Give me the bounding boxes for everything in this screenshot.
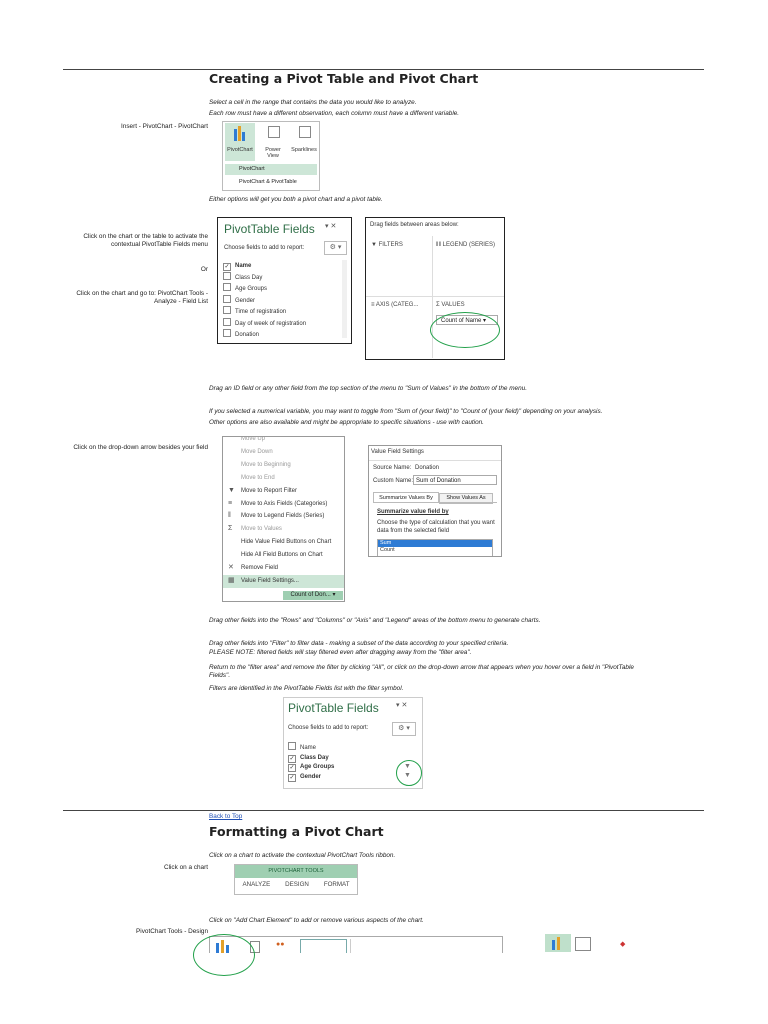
menu-move-down[interactable]: Move Down xyxy=(241,448,273,455)
field-name[interactable]: ✓ Name xyxy=(224,263,252,270)
instruction-text: Each row must have a different observation, each column must have a different variable. xyxy=(209,110,460,117)
instruction-text: Filters are identified in the PivotTable Fields list with the filter symbol. xyxy=(209,685,404,692)
side-note: Click on a chart xyxy=(163,864,208,871)
tab-format[interactable]: FORMAT xyxy=(323,881,350,888)
scrollbar[interactable] xyxy=(342,260,347,338)
instruction-text: Click on "Add Chart Element" to add or remove various aspects of the chart. xyxy=(209,917,424,924)
design-ribbon-screenshot: ●● xyxy=(209,936,503,953)
section-divider xyxy=(63,69,704,70)
instruction-text: Select a cell in the range that contains the data you would like to analyze. xyxy=(209,99,417,106)
highlight-circle xyxy=(430,312,500,348)
section-title: Creating a Pivot Table and Pivot Chart xyxy=(209,71,479,86)
option-count[interactable]: Count xyxy=(380,547,395,553)
values-area[interactable]: Σ VALUES xyxy=(436,302,465,308)
instruction-text: Fields". xyxy=(209,672,231,679)
sparklines-button[interactable] xyxy=(289,125,319,159)
pivottable-fields-panel xyxy=(217,217,352,344)
instruction-text: Drag other fields into the "Rows" and "Columns" or "Axis" and "Legend" areas of the bottom menu to generate charts. xyxy=(209,617,541,624)
legend-icon: ‖‖ xyxy=(436,242,443,248)
field-gender[interactable]: Gender xyxy=(223,295,306,307)
instruction-text: Drag an ID field or any other field from the top section of the menu to "Sum of Values" in the bottom of the menu. xyxy=(209,385,527,392)
choose-text-2: data from the selected field xyxy=(377,528,450,534)
menu-move-up[interactable]: Move Up xyxy=(241,436,266,442)
field-donation[interactable]: Donation xyxy=(223,329,306,341)
columns-icon: ‖ xyxy=(228,512,231,520)
filters-area[interactable]: ▼ FILTERS xyxy=(371,242,403,248)
side-note: Click on the drop-down arrow besides your field xyxy=(73,444,208,451)
side-note: PivotChart Tools - Design xyxy=(136,928,208,935)
close-icon[interactable]: ▾ ✕ xyxy=(396,702,408,709)
source-name-value: Donation xyxy=(415,465,440,471)
legend-area[interactable]: ‖‖ LEGEND (SERIES) xyxy=(436,242,495,248)
field-class-day[interactable]: Class Day xyxy=(223,272,306,284)
menu-value-field-settings[interactable]: ▦ Value Field Settings... xyxy=(223,575,344,588)
power-view-button[interactable] xyxy=(259,125,287,159)
power-view-label-1: Power xyxy=(265,147,281,153)
axis-icon: ≡ xyxy=(371,302,376,308)
panel-title: PivotTable Fields xyxy=(288,701,379,715)
tab-design[interactable]: DESIGN xyxy=(285,881,309,888)
field-age-groups[interactable]: Age Groups xyxy=(223,283,306,295)
remove-icon: ✕ xyxy=(228,564,234,572)
source-name-label: Source Name: xyxy=(373,465,412,471)
filter-icon: ▼ xyxy=(404,763,411,770)
option-sum[interactable]: Sum xyxy=(378,540,492,547)
rows-icon: ≡ xyxy=(228,499,233,507)
field-class-day[interactable]: ✓ Class Day xyxy=(289,754,329,762)
gear-icon[interactable]: ⚙ ▾ xyxy=(392,722,416,736)
tab-analyze[interactable]: ANALYZE xyxy=(242,881,271,888)
value-field-settings-dialog xyxy=(368,445,502,557)
section-title: Formatting a Pivot Chart xyxy=(209,824,384,839)
filter-icon: ▼ xyxy=(371,242,379,248)
insert-ribbon-screenshot xyxy=(222,121,320,191)
menu-move-end[interactable]: Move to End xyxy=(241,474,275,481)
instruction-text: PLEASE NOTE: filtered fields will stay filtered even after dragging away from the "filter area". xyxy=(209,649,472,656)
summarize-heading: Summarize value field by xyxy=(377,509,449,515)
filter-icon: ▼ xyxy=(404,772,411,779)
field-age-groups[interactable]: ✓ Age Groups xyxy=(289,764,335,771)
filter-icon: ▼ xyxy=(228,486,235,494)
menu-remove-field[interactable]: ✕ Remove Field xyxy=(223,562,344,575)
tab-show-values-as[interactable]: Show Values As xyxy=(439,493,493,504)
areas-header: Drag fields between areas below: xyxy=(370,222,459,228)
section-divider xyxy=(63,810,704,811)
gear-icon[interactable]: ⚙ ▾ xyxy=(324,241,347,255)
menu-move-legend[interactable]: ‖ Move to Legend Fields (Series) xyxy=(223,510,344,523)
field-gender[interactable]: ✓ Gender xyxy=(289,773,322,781)
custom-name-label: Custom Name: xyxy=(373,478,414,484)
field-context-menu xyxy=(222,436,345,602)
dialog-title: Value Field Settings xyxy=(371,449,424,455)
side-note: Click on the chart and go to: PivotChart Tools - Analyze - Field List xyxy=(76,290,208,305)
panel-subtitle: Choose fields to add to report: xyxy=(224,245,305,251)
menu-move-beginning[interactable]: Move to Beginning xyxy=(241,461,291,468)
menu-pivotchart-pivottable[interactable]: PivotChart & PivotTable xyxy=(239,179,297,185)
menu-pivotchart[interactable]: PivotChart xyxy=(225,164,317,175)
power-view-label-2: View xyxy=(267,153,279,159)
panel-title: PivotTable Fields xyxy=(224,222,315,236)
count-of-name-field[interactable]: Count of Name ▾ xyxy=(436,315,498,325)
ribbon-header: PIVOTCHART TOOLS xyxy=(235,865,357,878)
highlight-circle xyxy=(396,760,422,786)
menu-move-values[interactable]: Σ Move to Values xyxy=(223,523,344,536)
highlight-circle xyxy=(193,934,255,976)
instruction-text: Drag other fields into "Filter" to filter data - making a subset of the data according to your specified criteria. xyxy=(209,640,509,647)
pivotchart-tools-ribbon xyxy=(234,864,358,895)
settings-icon: ▦ xyxy=(228,576,235,584)
menu-hide-all-buttons[interactable]: Hide All Field Buttons on Chart xyxy=(241,552,323,559)
instruction-text: Click on a chart to activate the contextual PivotChart Tools ribbon. xyxy=(209,852,396,859)
pivotchart-button[interactable] xyxy=(225,123,255,161)
menu-move-report-filter[interactable]: ▼ Move to Report Filter xyxy=(223,485,344,498)
instruction-text: Either options will get you both a pivot chart and a pivot table. xyxy=(209,196,383,203)
side-note: Insert - PivotChart - PivotChart xyxy=(120,123,208,130)
back-to-top-link[interactable]: Back to Top xyxy=(209,813,243,820)
side-note: Or xyxy=(200,266,208,273)
panel-subtitle: Choose fields to add to report: xyxy=(288,725,369,731)
choose-text-1: Choose the type of calculation that you want xyxy=(377,520,495,526)
field-time-registration[interactable]: Time of registration xyxy=(223,306,306,318)
field-name[interactable]: Name xyxy=(288,742,334,754)
tab-summarize-values[interactable]: Summarize Values By xyxy=(373,492,439,503)
side-note: Click on the chart or the table to activate the contextual PivotTable Fields menu xyxy=(83,233,208,248)
instruction-text: Return to the "filter area" and remove the filter by clicking "All", or click on the drop-down arrow that appears when you hover over a field in "PivotTable xyxy=(209,664,634,671)
pivotchart-label: PivotChart xyxy=(227,147,253,153)
count-of-donation-field[interactable]: Count of Don... ▾ xyxy=(283,591,343,600)
menu-hide-value-buttons[interactable]: Hide Value Field Buttons on Chart xyxy=(241,539,332,546)
sigma-icon: Σ xyxy=(436,302,442,308)
instruction-text: If you selected a numerical variable, you may want to toggle from "Sum of (your field)" to "Count of (your field)" depending on your analysis. xyxy=(209,408,603,415)
custom-name-input[interactable]: Sum of Donation xyxy=(413,475,497,485)
field-day-of-week[interactable]: Day of week of registration xyxy=(223,318,306,330)
sparklines-label: Sparklines xyxy=(291,147,317,153)
sigma-icon: Σ xyxy=(228,525,233,533)
axis-area[interactable]: ≡ AXIS (CATEG... xyxy=(371,302,419,308)
close-icon[interactable]: ▾ ✕ xyxy=(325,223,337,230)
calculation-listbox[interactable] xyxy=(377,539,493,557)
menu-move-axis[interactable]: ≡ Move to Axis Fields (Categories) xyxy=(223,498,344,511)
instruction-text: Other options are also available and might be appropriate to specific situations - use with caution. xyxy=(209,419,484,426)
chart-type-screenshot: ◆ xyxy=(545,934,629,952)
